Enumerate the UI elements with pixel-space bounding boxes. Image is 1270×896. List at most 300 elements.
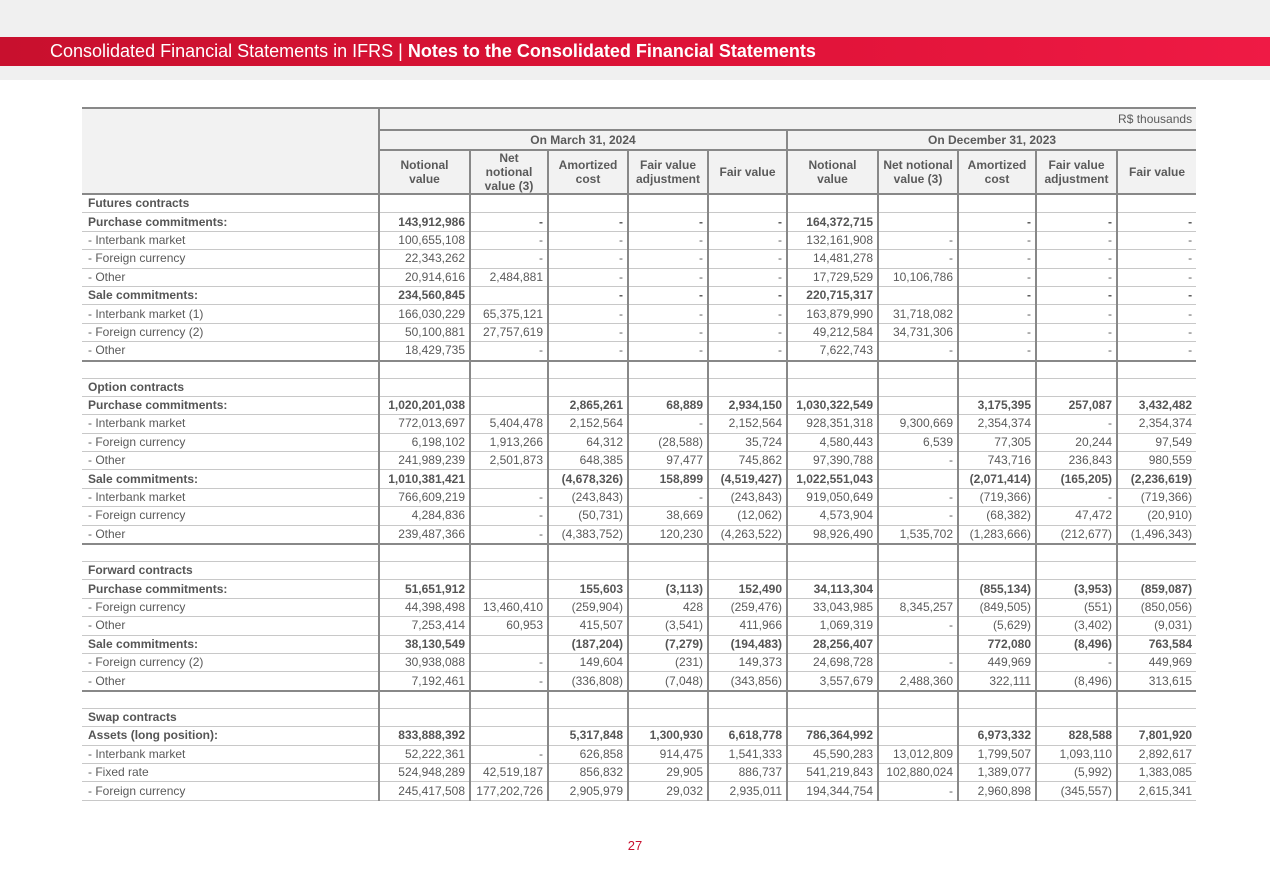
- value-cell: 241,989,239: [379, 452, 470, 470]
- row-label: Purchase commitments:: [82, 580, 379, 598]
- empty-cell: [1117, 544, 1196, 562]
- table-row: [82, 396, 1196, 414]
- empty-cell: [82, 361, 379, 379]
- empty-cell: [958, 544, 1036, 562]
- value-cell: (7,048): [628, 672, 708, 691]
- empty-cell: [878, 544, 958, 562]
- value-cell: (243,843): [548, 488, 628, 506]
- value-cell: 234,560,845: [379, 286, 470, 304]
- value-cell: 428: [628, 598, 708, 616]
- value-cell: 13,012,809: [878, 745, 958, 763]
- value-cell: [470, 580, 548, 598]
- value-cell: (3,402): [1036, 617, 1117, 635]
- value-cell: 2,354,374: [958, 415, 1036, 433]
- value-cell: 42,519,187: [470, 763, 548, 781]
- empty-cell: [1036, 361, 1117, 379]
- value-cell: (212,677): [1036, 525, 1117, 544]
- table-row: [82, 250, 1196, 268]
- value-cell: 7,253,414: [379, 617, 470, 635]
- value-cell: -: [628, 415, 708, 433]
- value-cell: -: [628, 305, 708, 323]
- empty-cell: [787, 378, 878, 396]
- empty-cell: [470, 378, 548, 396]
- row-label: Sale commitments:: [82, 286, 379, 304]
- table-row: [82, 470, 1196, 488]
- value-cell: -: [958, 323, 1036, 341]
- value-cell: -: [708, 213, 787, 231]
- row-label: - Foreign currency: [82, 598, 379, 616]
- value-cell: (336,808): [548, 672, 628, 691]
- value-cell: -: [708, 323, 787, 341]
- section-title: Forward contracts: [82, 562, 379, 580]
- value-cell: -: [470, 231, 548, 249]
- value-cell: [470, 286, 548, 304]
- value-cell: -: [548, 305, 628, 323]
- empty-cell: [958, 562, 1036, 580]
- value-cell: 449,969: [1117, 653, 1196, 671]
- table-row: [82, 635, 1196, 653]
- value-cell: -: [878, 342, 958, 361]
- table-row: [82, 598, 1196, 616]
- table-body: [82, 194, 1196, 800]
- value-cell: 34,731,306: [878, 323, 958, 341]
- row-label: Assets (long position):: [82, 727, 379, 745]
- column-header: Fair value adjustment: [1036, 150, 1117, 194]
- empty-cell: [379, 562, 470, 580]
- value-cell: [878, 635, 958, 653]
- header-separator: |: [393, 41, 408, 61]
- row-label: - Other: [82, 525, 379, 544]
- value-cell: 1,535,702: [878, 525, 958, 544]
- value-cell: 29,032: [628, 782, 708, 800]
- value-cell: (231): [628, 653, 708, 671]
- empty-cell: [548, 194, 628, 213]
- value-cell: (259,476): [708, 598, 787, 616]
- empty-cell: [548, 361, 628, 379]
- row-label: - Other: [82, 617, 379, 635]
- value-cell: 34,113,304: [787, 580, 878, 598]
- value-cell: -: [470, 507, 548, 525]
- empty-cell: [1036, 194, 1117, 213]
- empty-cell: [82, 544, 379, 562]
- value-cell: -: [628, 323, 708, 341]
- value-cell: (7,279): [628, 635, 708, 653]
- value-cell: 786,364,992: [787, 727, 878, 745]
- value-cell: 313,615: [1117, 672, 1196, 691]
- value-cell: (849,505): [958, 598, 1036, 616]
- empty-cell: [878, 361, 958, 379]
- value-cell: -: [470, 672, 548, 691]
- value-cell: 24,698,728: [787, 653, 878, 671]
- empty-cell: [958, 708, 1036, 726]
- value-cell: -: [470, 525, 548, 544]
- row-label: Sale commitments:: [82, 635, 379, 653]
- empty-cell: [787, 708, 878, 726]
- value-cell: (719,366): [958, 488, 1036, 506]
- header-title: [50, 41, 816, 62]
- value-cell: -: [470, 653, 548, 671]
- empty-cell: [548, 708, 628, 726]
- empty-cell: [708, 691, 787, 709]
- empty-cell: [878, 562, 958, 580]
- row-label: - Other: [82, 342, 379, 361]
- column-header: Net notional value (3): [878, 150, 958, 194]
- value-cell: 102,880,024: [878, 763, 958, 781]
- value-cell: 98,926,490: [787, 525, 878, 544]
- value-cell: -: [548, 231, 628, 249]
- value-cell: -: [1117, 286, 1196, 304]
- value-cell: 6,618,778: [708, 727, 787, 745]
- value-cell: -: [878, 653, 958, 671]
- value-cell: -: [1036, 342, 1117, 361]
- value-cell: 1,913,266: [470, 433, 548, 451]
- empty-cell: [1117, 361, 1196, 379]
- row-label: Purchase commitments:: [82, 396, 379, 414]
- empty-cell: [470, 708, 548, 726]
- value-cell: 2,488,360: [878, 672, 958, 691]
- value-cell: [470, 396, 548, 414]
- value-cell: 1,383,085: [1117, 763, 1196, 781]
- row-label: - Foreign currency (2): [82, 653, 379, 671]
- row-label: Purchase commitments:: [82, 213, 379, 231]
- table-row: [82, 305, 1196, 323]
- value-cell: [878, 727, 958, 745]
- row-label: - Fixed rate: [82, 763, 379, 781]
- period-march-2024: On March 31, 2024: [379, 130, 787, 150]
- empty-cell: [548, 562, 628, 580]
- value-cell: (8,496): [1036, 635, 1117, 653]
- value-cell: 2,934,150: [708, 396, 787, 414]
- value-cell: -: [708, 342, 787, 361]
- empty-cell: [958, 691, 1036, 709]
- empty-cell: [958, 194, 1036, 213]
- value-cell: -: [1036, 231, 1117, 249]
- column-header: Fair value: [1117, 150, 1196, 194]
- value-cell: -: [1036, 488, 1117, 506]
- value-cell: 45,590,283: [787, 745, 878, 763]
- value-cell: (719,366): [1117, 488, 1196, 506]
- value-cell: 4,284,836: [379, 507, 470, 525]
- value-cell: -: [628, 268, 708, 286]
- value-cell: 97,549: [1117, 433, 1196, 451]
- empty-cell: [548, 544, 628, 562]
- table-row: [82, 286, 1196, 304]
- value-cell: 17,729,529: [787, 268, 878, 286]
- value-cell: 5,317,848: [548, 727, 628, 745]
- derivatives-table: [82, 107, 1196, 801]
- value-cell: (4,263,522): [708, 525, 787, 544]
- value-cell: 155,603: [548, 580, 628, 598]
- value-cell: -: [548, 286, 628, 304]
- value-cell: -: [470, 488, 548, 506]
- value-cell: (5,629): [958, 617, 1036, 635]
- empty-cell: [1117, 708, 1196, 726]
- value-cell: 914,475: [628, 745, 708, 763]
- value-cell: 77,305: [958, 433, 1036, 451]
- value-cell: -: [958, 213, 1036, 231]
- table-row: [82, 342, 1196, 361]
- value-cell: -: [470, 745, 548, 763]
- value-cell: 20,244: [1036, 433, 1117, 451]
- empty-cell: [82, 691, 379, 709]
- value-cell: [470, 635, 548, 653]
- value-cell: -: [548, 323, 628, 341]
- value-cell: 648,385: [548, 452, 628, 470]
- value-cell: (859,087): [1117, 580, 1196, 598]
- value-cell: 3,432,482: [1117, 396, 1196, 414]
- value-cell: 772,080: [958, 635, 1036, 653]
- empty-cell: [628, 562, 708, 580]
- value-cell: 236,843: [1036, 452, 1117, 470]
- value-cell: -: [708, 250, 787, 268]
- value-cell: 1,022,551,043: [787, 470, 878, 488]
- table-row: [82, 580, 1196, 598]
- value-cell: 7,192,461: [379, 672, 470, 691]
- value-cell: 44,398,498: [379, 598, 470, 616]
- empty-cell: [548, 691, 628, 709]
- empty-cell: [787, 562, 878, 580]
- empty-cell: [1036, 691, 1117, 709]
- value-cell: 7,801,920: [1117, 727, 1196, 745]
- column-header: Net notional value (3): [470, 150, 548, 194]
- table-row: [82, 727, 1196, 745]
- value-cell: (68,382): [958, 507, 1036, 525]
- header-title-bold: Notes to the Consolidated Financial Statements: [407, 41, 816, 61]
- section-title: Option contracts: [82, 378, 379, 396]
- row-label: - Interbank market (1): [82, 305, 379, 323]
- value-cell: 28,256,407: [787, 635, 878, 653]
- derivatives-table-container: [82, 107, 1196, 801]
- value-cell: 919,050,649: [787, 488, 878, 506]
- value-cell: -: [1117, 231, 1196, 249]
- value-cell: -: [958, 286, 1036, 304]
- empty-cell: [379, 544, 470, 562]
- row-label: Sale commitments:: [82, 470, 379, 488]
- row-label: - Foreign currency: [82, 433, 379, 451]
- value-cell: 449,969: [958, 653, 1036, 671]
- value-cell: (3,541): [628, 617, 708, 635]
- value-cell: 1,010,381,421: [379, 470, 470, 488]
- value-cell: 100,655,108: [379, 231, 470, 249]
- value-cell: 50,100,881: [379, 323, 470, 341]
- value-cell: 2,935,011: [708, 782, 787, 800]
- column-header: Fair value: [708, 150, 787, 194]
- value-cell: -: [470, 342, 548, 361]
- empty-cell: [470, 691, 548, 709]
- value-cell: 120,230: [628, 525, 708, 544]
- value-cell: 833,888,392: [379, 727, 470, 745]
- table-row: [82, 525, 1196, 544]
- empty-cell: [708, 708, 787, 726]
- value-cell: -: [878, 488, 958, 506]
- value-cell: (12,062): [708, 507, 787, 525]
- value-cell: 1,389,077: [958, 763, 1036, 781]
- empty-cell: [1036, 562, 1117, 580]
- column-header: Notional value: [787, 150, 878, 194]
- spacer-row: [82, 361, 1196, 379]
- value-cell: -: [1036, 305, 1117, 323]
- value-cell: (1,283,666): [958, 525, 1036, 544]
- empty-cell: [708, 194, 787, 213]
- row-label: - Foreign currency: [82, 782, 379, 800]
- value-cell: 828,588: [1036, 727, 1117, 745]
- empty-cell: [878, 691, 958, 709]
- value-cell: (343,856): [708, 672, 787, 691]
- value-cell: 35,724: [708, 433, 787, 451]
- row-label: - Foreign currency (2): [82, 323, 379, 341]
- empty-cell: [470, 544, 548, 562]
- value-cell: 143,912,986: [379, 213, 470, 231]
- value-cell: 33,043,985: [787, 598, 878, 616]
- value-cell: 886,737: [708, 763, 787, 781]
- value-cell: 51,651,912: [379, 580, 470, 598]
- value-cell: 763,584: [1117, 635, 1196, 653]
- value-cell: [878, 286, 958, 304]
- value-cell: (855,134): [958, 580, 1036, 598]
- value-cell: 97,477: [628, 452, 708, 470]
- empty-cell: [958, 378, 1036, 396]
- value-cell: (8,496): [1036, 672, 1117, 691]
- value-cell: -: [878, 231, 958, 249]
- value-cell: -: [1117, 213, 1196, 231]
- value-cell: (243,843): [708, 488, 787, 506]
- value-cell: 239,487,366: [379, 525, 470, 544]
- empty-cell: [1117, 194, 1196, 213]
- value-cell: 220,715,317: [787, 286, 878, 304]
- value-cell: 20,914,616: [379, 268, 470, 286]
- value-cell: 2,865,261: [548, 396, 628, 414]
- table-row: [82, 782, 1196, 800]
- value-cell: (3,953): [1036, 580, 1117, 598]
- value-cell: 68,889: [628, 396, 708, 414]
- value-cell: 1,020,201,038: [379, 396, 470, 414]
- value-cell: -: [1036, 268, 1117, 286]
- section-header-row: [82, 562, 1196, 580]
- value-cell: -: [548, 342, 628, 361]
- value-cell: (4,678,326): [548, 470, 628, 488]
- value-cell: -: [628, 231, 708, 249]
- section-header-row: [82, 708, 1196, 726]
- value-cell: -: [708, 268, 787, 286]
- value-cell: 164,372,715: [787, 213, 878, 231]
- value-cell: -: [1036, 415, 1117, 433]
- value-cell: 772,013,697: [379, 415, 470, 433]
- value-cell: (194,483): [708, 635, 787, 653]
- column-header: Amortized cost: [548, 150, 628, 194]
- value-cell: 18,429,735: [379, 342, 470, 361]
- value-cell: [878, 213, 958, 231]
- empty-cell: [878, 194, 958, 213]
- value-cell: -: [628, 213, 708, 231]
- empty-cell: [787, 361, 878, 379]
- value-cell: 152,490: [708, 580, 787, 598]
- section-header-row: [82, 194, 1196, 213]
- column-header: Notional value: [379, 150, 470, 194]
- value-cell: 928,351,318: [787, 415, 878, 433]
- value-cell: -: [1036, 323, 1117, 341]
- empty-cell: [878, 378, 958, 396]
- value-cell: 60,953: [470, 617, 548, 635]
- value-cell: 2,615,341: [1117, 782, 1196, 800]
- value-cell: 29,905: [628, 763, 708, 781]
- section-header-row: [82, 378, 1196, 396]
- row-label: - Interbank market: [82, 745, 379, 763]
- value-cell: -: [1117, 250, 1196, 268]
- value-cell: 22,343,262: [379, 250, 470, 268]
- value-cell: (187,204): [548, 635, 628, 653]
- value-cell: 322,111: [958, 672, 1036, 691]
- empty-cell: [708, 378, 787, 396]
- value-cell: 194,344,754: [787, 782, 878, 800]
- empty-cell: [958, 361, 1036, 379]
- value-cell: 8,345,257: [878, 598, 958, 616]
- value-cell: (1,496,343): [1117, 525, 1196, 544]
- column-header: Fair value adjustment: [628, 150, 708, 194]
- value-cell: (20,910): [1117, 507, 1196, 525]
- value-cell: 149,373: [708, 653, 787, 671]
- value-cell: (4,519,427): [708, 470, 787, 488]
- value-cell: 766,609,219: [379, 488, 470, 506]
- value-cell: 245,417,508: [379, 782, 470, 800]
- value-cell: 2,354,374: [1117, 415, 1196, 433]
- value-cell: 30,938,088: [379, 653, 470, 671]
- value-cell: 2,152,564: [708, 415, 787, 433]
- value-cell: 158,899: [628, 470, 708, 488]
- value-cell: 2,152,564: [548, 415, 628, 433]
- row-label: - Foreign currency: [82, 507, 379, 525]
- table-row: [82, 433, 1196, 451]
- empty-cell: [787, 544, 878, 562]
- value-cell: 2,905,979: [548, 782, 628, 800]
- value-cell: [878, 470, 958, 488]
- value-cell: 31,718,082: [878, 305, 958, 323]
- value-cell: 132,161,908: [787, 231, 878, 249]
- value-cell: 2,484,881: [470, 268, 548, 286]
- row-label: - Other: [82, 268, 379, 286]
- value-cell: (551): [1036, 598, 1117, 616]
- value-cell: 257,087: [1036, 396, 1117, 414]
- empty-cell: [470, 194, 548, 213]
- table-row: [82, 507, 1196, 525]
- value-cell: -: [958, 268, 1036, 286]
- value-cell: (4,383,752): [548, 525, 628, 544]
- empty-cell: [379, 194, 470, 213]
- header-bar: [0, 37, 1270, 66]
- empty-cell: [379, 361, 470, 379]
- value-cell: 6,973,332: [958, 727, 1036, 745]
- empty-cell: [708, 361, 787, 379]
- table-row: [82, 672, 1196, 691]
- empty-cell: [787, 194, 878, 213]
- empty-cell: [1036, 544, 1117, 562]
- empty-cell: [628, 194, 708, 213]
- table-row: [82, 415, 1196, 433]
- value-cell: -: [878, 617, 958, 635]
- row-label: - Interbank market: [82, 488, 379, 506]
- empty-cell: [628, 378, 708, 396]
- value-cell: 10,106,786: [878, 268, 958, 286]
- value-cell: 7,622,743: [787, 342, 878, 361]
- page-number: 27: [627, 838, 643, 853]
- value-cell: 3,175,395: [958, 396, 1036, 414]
- value-cell: 38,669: [628, 507, 708, 525]
- spacer-row: [82, 544, 1196, 562]
- value-cell: 47,472: [1036, 507, 1117, 525]
- row-label: - Other: [82, 672, 379, 691]
- column-header: Amortized cost: [958, 150, 1036, 194]
- value-cell: -: [628, 342, 708, 361]
- value-cell: -: [958, 342, 1036, 361]
